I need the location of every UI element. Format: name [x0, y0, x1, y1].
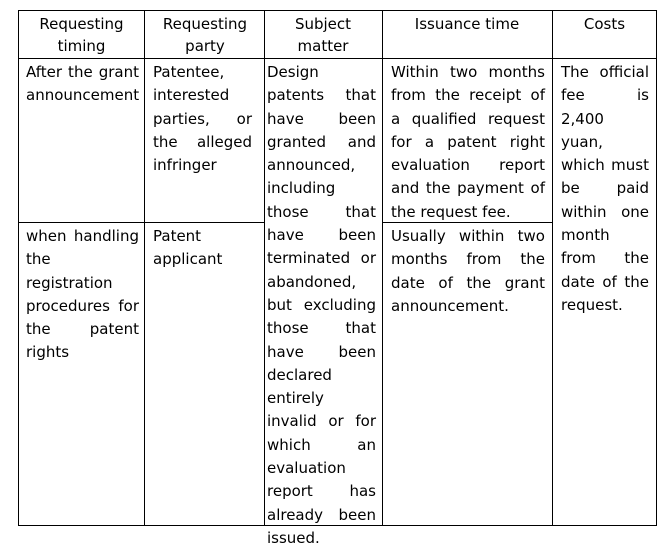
table-left-border [18, 10, 19, 526]
patent-evaluation-table [18, 10, 657, 547]
row1-requesting-timing [26, 61, 139, 219]
row1-requesting-party [153, 61, 252, 219]
header-costs-text: Costs [583, 15, 626, 33]
row1-issuance-time-text: Within two months from the receipt of a qualified request for a patent right evaluation report and the payment of the request fee. [391, 63, 545, 221]
row2-issuance-time-text: Usually within two months from the date of the grant announcement. [391, 227, 545, 315]
header-subject-matter-text: Subject matter [294, 15, 352, 55]
row2-requesting-timing-text: when handling the registration procedures for the patent rights [26, 227, 139, 362]
costs-text: The official fee is 2,400 yuan, which must be paid within one month from the date of the request. [561, 63, 649, 314]
column-divider-1 [144, 10, 145, 526]
row2-requesting-party-text: Patent applicant [153, 227, 223, 269]
row2-requesting-timing [26, 225, 139, 521]
table-right-border [656, 10, 657, 526]
row2-requesting-party [153, 225, 252, 521]
header-requesting-timing [24, 13, 139, 57]
header-subject-matter [277, 13, 369, 57]
header-divider [18, 58, 657, 59]
header-requesting-party-text: Requesting party [162, 15, 248, 55]
subject-matter-text: Design patents that have been granted and announced, including those that have been terminated or abandoned, but excluding those that have been declared entirely invalid or for which an evaluation report has already been issued. [267, 63, 376, 547]
row1-issuance-time [391, 61, 545, 221]
row1-requesting-timing-text: After the grant announcement [26, 63, 140, 105]
column-divider-4 [552, 10, 553, 526]
header-issuance-time [388, 13, 546, 57]
row2-issuance-time [391, 225, 545, 521]
header-costs [558, 13, 651, 57]
costs-cell [561, 61, 649, 524]
header-requesting-timing-text: Requesting timing [39, 15, 124, 55]
header-issuance-time-text: Issuance time [414, 15, 520, 33]
header-requesting-party [151, 13, 259, 57]
column-divider-3 [382, 10, 383, 526]
column-divider-2 [264, 10, 265, 526]
table-top-border [18, 10, 657, 11]
row-divider-left [18, 222, 264, 223]
row1-requesting-party-text: Patentee, interested parties, or the alleged infringer [153, 63, 252, 175]
subject-matter-cell [267, 61, 376, 547]
